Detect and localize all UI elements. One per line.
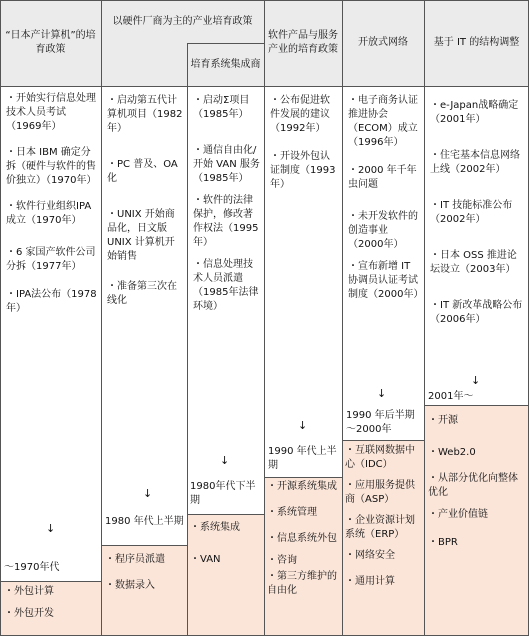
header-bottom-line: [0, 86, 529, 87]
col6-down-arrow-icon: ↓: [471, 374, 481, 387]
col5-pink-item: ・通用计算: [345, 576, 395, 587]
col3-stair-line: [187, 514, 264, 515]
col2-era: 1980 年代上半期: [105, 516, 184, 527]
col5-item: ・宣布新增 IT协调员认证考试制度（2000年）: [348, 261, 424, 300]
col2-item: ・UNIX 开始商品化，日文版UNIX 计算机开始销售: [107, 209, 175, 262]
col4-item: ・开设外包认证制度（1993年）: [270, 151, 336, 190]
header-col2-blank: [101, 43, 187, 86]
divider-col3: [264, 0, 265, 636]
header-col5-text: 开放式网络: [358, 37, 408, 48]
col4-stair-line: [264, 477, 342, 478]
col3-item: ・启动Σ项目（1985年）: [193, 95, 250, 120]
col6-item: ・日本 OSS 推进论坛设立（2003年）: [430, 250, 517, 275]
col3-era: 1980年代下半期: [190, 481, 256, 506]
col5-pink-item: ・应用服务提供商（ASP）: [345, 480, 415, 505]
col1-item: ・6 家国产软件公司分拆（1977年）: [6, 247, 96, 272]
col4-pink-item: ・开源系统集成: [267, 481, 337, 492]
divider-col5: [424, 0, 425, 636]
header-col3-sub-text: 培育系统集成商: [190, 58, 261, 70]
col1-stair-line: [0, 581, 101, 582]
header-col2-text: 以硬件厂商为主的产业培育政策: [112, 15, 253, 27]
col3-pink-list: [190, 521, 262, 575]
divider-col4: [342, 0, 343, 636]
header-col6-text: 基于 IT 的结构调整: [433, 37, 520, 48]
col5-pink-item: ・企业资源计划系统（ERP）: [345, 515, 415, 540]
col5-body: [342, 92, 424, 309]
col4-era: 1990 年代上半期: [268, 446, 337, 471]
col1-item: ・IPA法公布（1978年）: [6, 289, 97, 314]
col4-body: [264, 92, 342, 199]
col6-pink-item: ・BPR: [428, 537, 458, 548]
col4-pink-list: [267, 480, 341, 598]
col6-stair-line: [424, 405, 529, 406]
col2-item: ・PC 普及、OA化: [107, 159, 178, 184]
col6-item: ・IT 技能标准公布（2002年）: [430, 200, 513, 225]
col3-item: ・软件的法律保护，修改著作权法（1995年）: [193, 195, 259, 248]
col6-pink-item: ・产业价值链: [428, 509, 488, 520]
col5-down-arrow-icon: ↓: [377, 387, 387, 400]
col3-item: ・通信自由化/开始 VAN 服务（1985年）: [193, 145, 260, 184]
col2-body: [101, 92, 187, 315]
col6-body: [424, 97, 529, 334]
col2-down-arrow-icon: ↓: [143, 487, 153, 500]
col1-body: [0, 90, 101, 323]
col4-item: ・公布促进软件发展的建议（1992年）: [270, 95, 330, 134]
header-col2: [101, 0, 264, 43]
col6-item: ・住宅基本信息网络上线（2002年）: [430, 150, 520, 175]
col5-stair-line: [342, 440, 424, 441]
col1-era: ～1970年代: [4, 562, 60, 573]
col6-pink-list: [428, 414, 527, 558]
header-col1-text: “日本产计算机”的培育政策: [5, 30, 96, 55]
col1-item: ・开始实行信息处理技术人员考试（1969年）: [6, 93, 96, 132]
col4-pink-item: ・系统管理: [267, 507, 317, 518]
header-col3-sub: [187, 43, 264, 86]
header-col5: [342, 0, 424, 86]
col5-item: ・未开发软件的创造事业（2000年）: [348, 211, 418, 250]
col1-item: ・软件行业组织IPA成立（1970年）: [6, 201, 92, 226]
col1-down-arrow-icon: ↓: [46, 522, 56, 535]
col1-pink-item: ・外包计算: [4, 586, 54, 597]
col6-pink-item: ・Web2.0: [428, 447, 476, 458]
header-col1: [0, 0, 101, 86]
col5-pink-item: ・互联网数据中心（IDC）: [345, 445, 415, 470]
col6-item: ・IT 新改革战略公布（2006年）: [430, 300, 523, 325]
header-col4-text: 软件产品与服务产业的培育政策: [268, 30, 338, 55]
col2-item: ・启动第五代计算机项目（1982年）: [107, 95, 183, 134]
col3-body: [187, 92, 264, 321]
col5-pink-list: [345, 444, 423, 597]
col3-pink-item: ・VAN: [190, 554, 221, 565]
col1-pink-item: ・外包开发: [4, 608, 54, 619]
header-col6: [424, 0, 529, 86]
header-col4: [264, 0, 342, 86]
col2-item: ・准备第三次在线化: [107, 281, 177, 306]
col4-pink-item: ・信息系统外包: [267, 533, 337, 544]
col5-item: ・电子商务认证推进协会（ECOM）成立（1996年）: [348, 95, 418, 148]
col4-pink-item: ・第三方维护的自由化: [267, 571, 337, 596]
col2-stair-line: [101, 545, 187, 546]
subheader-line: [187, 43, 264, 44]
col6-pink-item: ・开源: [428, 415, 458, 426]
col3-pink-item: ・系统集成: [190, 522, 240, 533]
col2-pink-item: ・程序员派遣: [105, 554, 165, 565]
col1-item: ・日本 IBM 确定分拆（硬件与软件的售价独立）（1970年）: [6, 147, 97, 186]
col5-item: ・2000 年千年虫问题: [348, 165, 417, 190]
divider-col1: [101, 0, 102, 636]
col6-item: ・e-Japan战略确定（2001年）: [430, 100, 519, 125]
col5-pink-item: ・网络安全: [345, 550, 395, 561]
col3-down-arrow-icon: ↓: [220, 454, 230, 467]
col4-pink-item: ・咨询: [267, 555, 297, 566]
divider-col2: [187, 43, 188, 636]
col1-pink-list: [4, 585, 99, 629]
col2-pink-item: ・数据录入: [105, 580, 155, 591]
col4-down-arrow-icon: ↓: [298, 419, 308, 432]
col6-pink-item: ・从部分优化向整体优化: [428, 473, 518, 498]
col6-era: 2001年～: [428, 391, 474, 402]
border-left: [0, 0, 1, 636]
col5-era: 1990 年后半期～2000年: [346, 410, 415, 435]
col3-item: ・信息处理技术人员派遣（1985年法律环境）: [193, 259, 259, 312]
col2-pink-list: [105, 553, 185, 601]
